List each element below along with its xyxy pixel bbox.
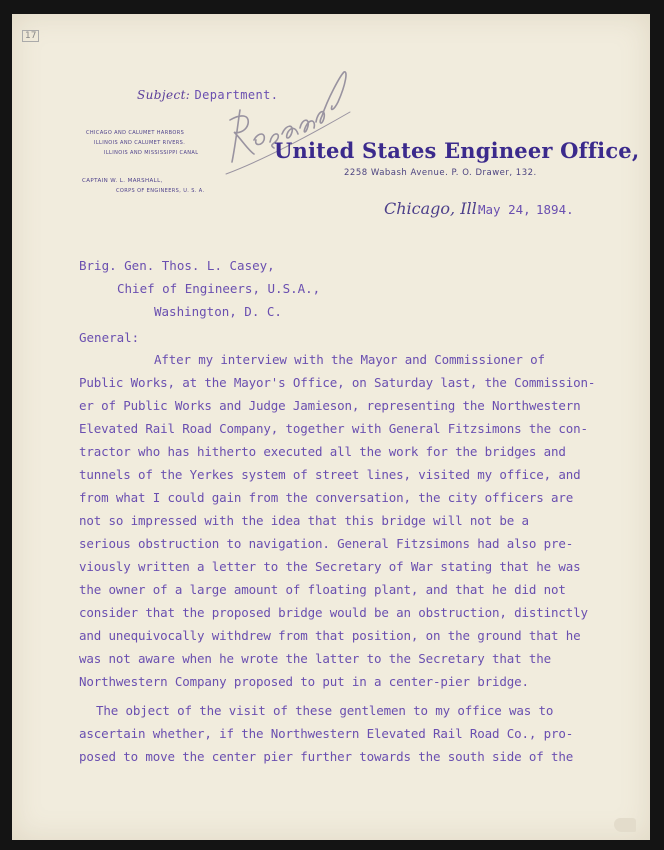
body-line: serious obstruction to navigation. General Fitzsimons had also pre- <box>79 536 574 551</box>
dateline-place: Chicago, Ill. <box>384 199 482 218</box>
officer-name: CAPTAIN W. L. MARSHALL, <box>82 178 163 184</box>
addressee-line: Brig. Gen. Thos. L. Casey, <box>79 258 275 273</box>
district-line: CHICAGO AND CALUMET HARBORS <box>86 130 185 136</box>
body-line: Public Works, at the Mayor's Office, on Saturday last, the Commission- <box>79 375 596 390</box>
body-line: er of Public Works and Judge Jamieson, representing the Northwestern <box>79 398 581 413</box>
addressee-line: Washington, D. C. <box>154 304 282 319</box>
body-line: After my interview with the Mayor and Commissioner of <box>154 352 545 367</box>
body-line: the owner of a large amount of floating plant, and that he did not <box>79 582 566 597</box>
subject-label: Subject: <box>137 88 191 102</box>
body-line: Elevated Rail Road Company, together with General Fitzsimons the con- <box>79 421 588 436</box>
letterhead-address: 2258 Wabash Avenue. P. O. Drawer, 132. <box>344 168 537 178</box>
body-line: tunnels of the Yerkes system of street lines, visited my office, and <box>79 467 581 482</box>
body-line: consider that the proposed bridge would be an obstruction, distinctly <box>79 605 588 620</box>
body-line: posed to move the center pier further towards the south side of the <box>79 749 574 764</box>
addressee-line: Chief of Engineers, U.S.A., <box>117 281 321 296</box>
body-line: Northwestern Company proposed to put in a center-pier bridge. <box>79 674 529 689</box>
body-line: not so impressed with the idea that this bridge will not be a <box>79 513 529 528</box>
paper-tear <box>614 818 636 832</box>
body-line: viously written a letter to the Secretary of War stating that he was <box>79 559 581 574</box>
archive-number: 17 <box>22 30 39 42</box>
dateline-year: 1894. <box>536 202 574 217</box>
salutation: General: <box>79 330 140 345</box>
body-line: from what I could gain from the conversation, the city officers are <box>79 490 574 505</box>
subject-value: Department. <box>194 88 279 102</box>
body-line: was not aware when he wrote the latter to the Secretary that the <box>79 651 552 666</box>
district-line: ILLINOIS AND CALUMET RIVERS. <box>94 140 186 146</box>
body-line: tractor who has hitherto executed all the work for the bridges and <box>79 444 566 459</box>
district-line: ILLINOIS AND MISSISSIPPI CANAL <box>104 150 199 156</box>
body-line: and unequivocally withdrew from that position, on the ground that he <box>79 628 581 643</box>
officer-corps: CORPS OF ENGINEERS, U. S. A. <box>116 188 205 194</box>
letterhead-districts <box>70 128 240 196</box>
body-line: ascertain whether, if the Northwestern Elevated Rail Road Co., pro- <box>79 726 574 741</box>
letterhead-title: United States Engineer Office, <box>274 138 640 163</box>
dateline-date: May 24, <box>478 202 531 217</box>
body-line: The object of the visit of these gentlemen to my office was to <box>96 703 554 718</box>
